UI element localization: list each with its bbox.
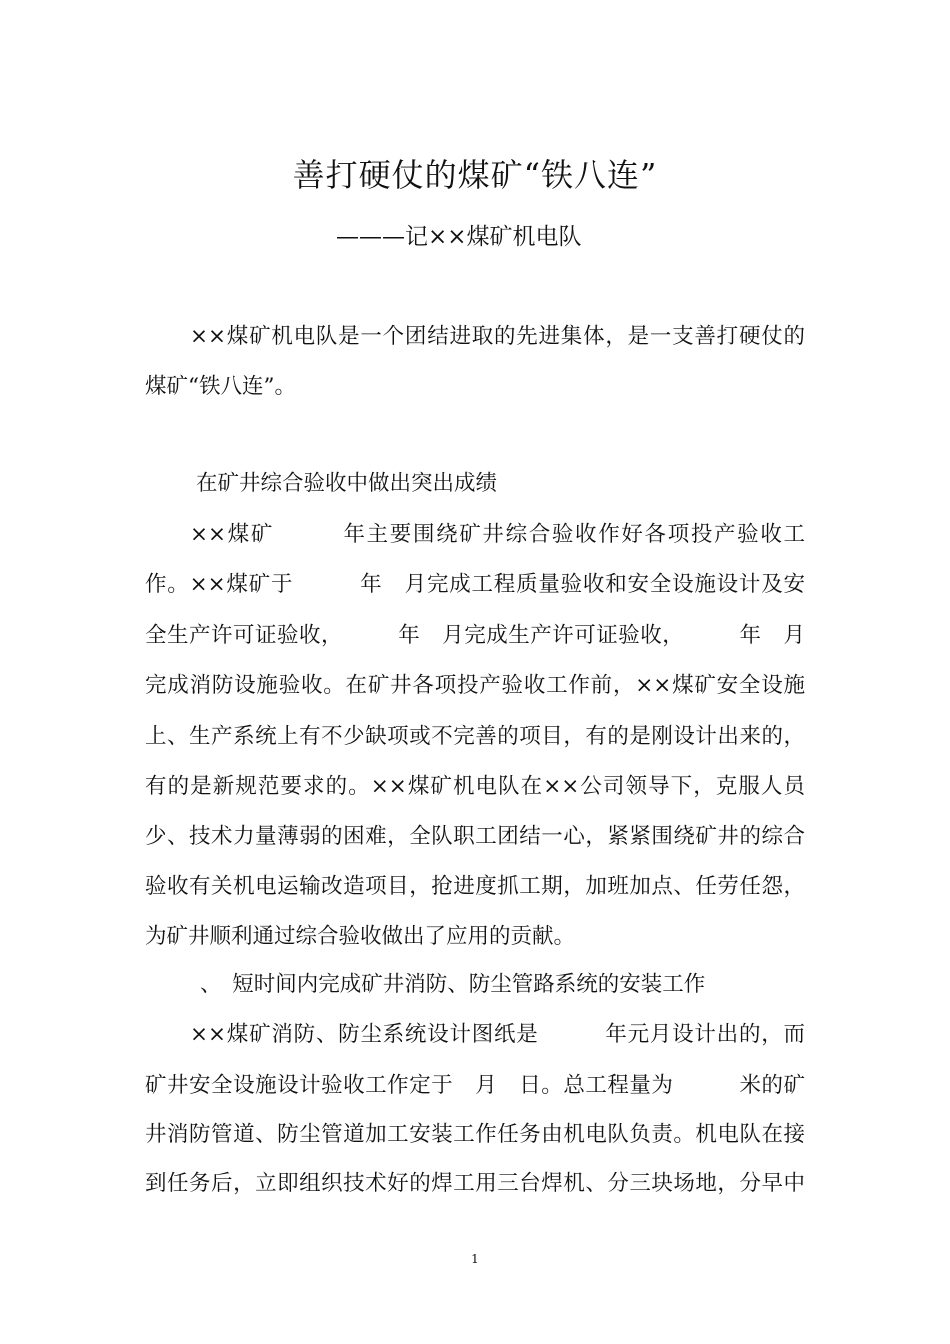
intro-line: 煤矿“铁八连”。 — [145, 374, 296, 399]
paragraph-line: 为矿井顺利通过综合验收做出了应用的贡献。 — [145, 924, 576, 949]
paragraph-line: 有的是新规范要求的。××煤矿机电队在××公司领导下，克服人员 — [145, 774, 805, 799]
document-subtitle: ———记××煤矿机电队 — [336, 224, 582, 250]
intro-line: ××煤矿机电队是一个团结进取的先进集体，是一支善打硬仗的 — [190, 324, 805, 349]
paragraph-line: 到任务后，立即组织技术好的焊工用三台焊机、分三块场地，分早中 — [145, 1171, 805, 1196]
paragraph-line: ××煤矿消防、防尘系统设计图纸是 年元月设计出的，而 — [190, 1022, 805, 1047]
section-heading: 在矿井综合验收中做出突出成绩 — [196, 471, 498, 496]
paragraph-line: 验收有关机电运输改造项目，抢进度抓工期，加班加点、任劳任怨， — [145, 874, 805, 899]
paragraph-line: 全生产许可证验收， 年 月完成生产许可证验收， 年 月 — [145, 623, 805, 648]
paragraph-line: 完成消防设施验收。在矿井各项投产验收工作前，××煤矿安全设施 — [145, 673, 805, 698]
page-number: 1 — [471, 1252, 479, 1266]
paragraph-line: 少、技术力量薄弱的困难，全队职工团结一心，紧紧围绕矿井的综合 — [145, 824, 805, 849]
paragraph-line: 作。××煤矿于 年 月完成工程质量验收和安全设施设计及安 — [145, 572, 805, 597]
document-title: 善打硬仗的煤矿“铁八连” — [292, 156, 658, 194]
paragraph-line: 上、生产系统上有不少缺项或不完善的项目，有的是刚设计出来的， — [145, 724, 805, 749]
sub-item-heading: 、 短时间内完成矿井消防、防尘管路系统的安装工作 — [200, 972, 706, 997]
paragraph-line: ××煤矿 年主要围绕矿井综合验收作好各项投产验收工 — [190, 522, 805, 547]
paragraph-line: 井消防管道、防尘管道加工安装工作任务由机电队负责。机电队在接 — [145, 1122, 805, 1147]
paragraph-line: 矿井安全设施设计验收工作定于 月 日。总工程量为 米的矿 — [145, 1073, 805, 1098]
